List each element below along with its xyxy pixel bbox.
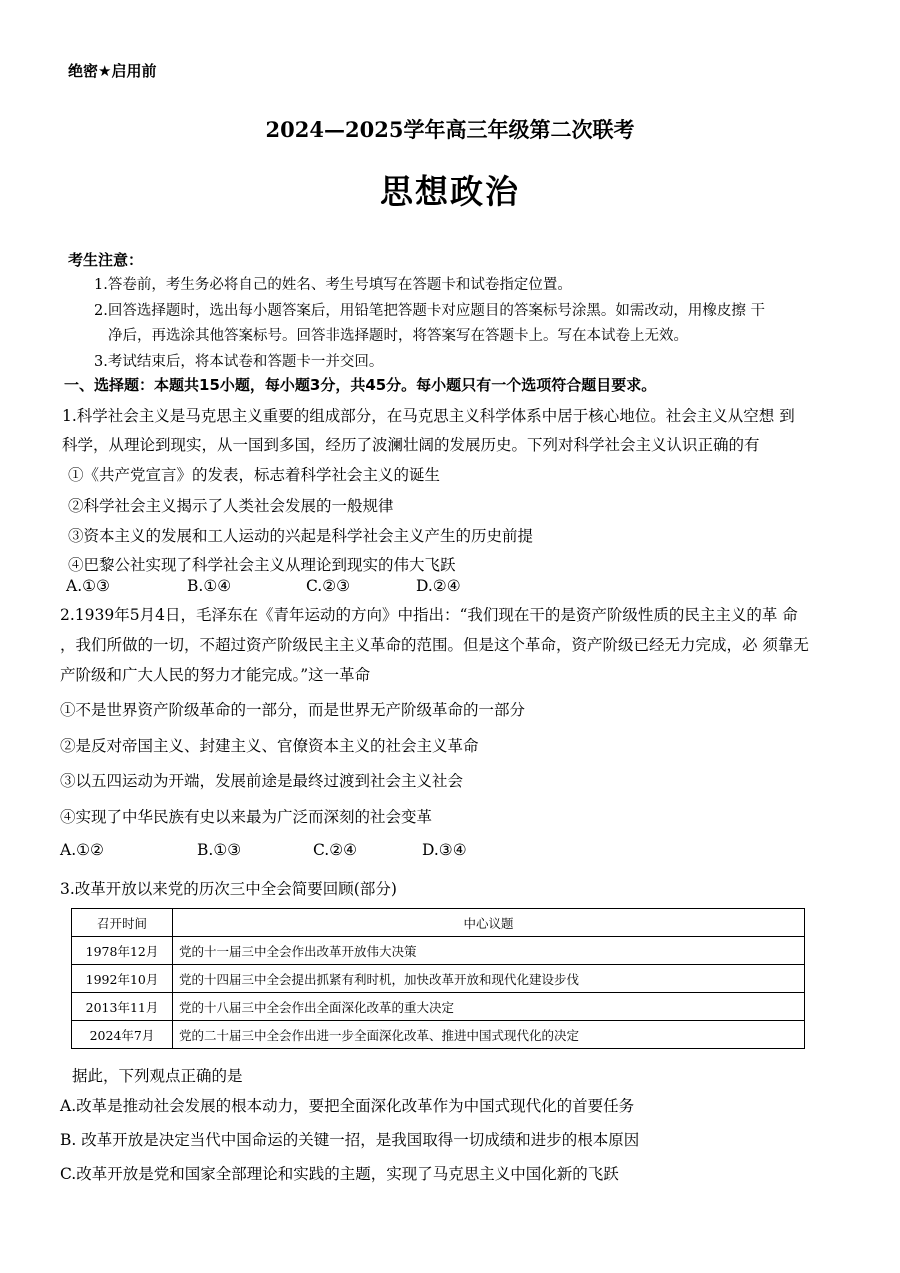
question-2-stem: 2.1939年5月4日，毛泽东在《青年运动的方向》中指出：“我们现在干的是资产阶级性质的民主主义的革 命 xyxy=(60,606,798,624)
plenary-history-table xyxy=(71,908,805,1049)
table-cell-topic: 党的二十届三中全会作出进一步全面深化改革、推进中国式现代化的决定 xyxy=(173,1021,805,1049)
table-row xyxy=(72,1021,805,1049)
question-3-stem: 3.改革开放以来党的历次三中全会简要回顾(部分) xyxy=(60,880,397,898)
confidential-label: 绝密★启用前 xyxy=(68,62,157,80)
exam-title: 2024—2025学年高三年级第二次联考 xyxy=(265,117,635,142)
question-2-option-d: D.③④ xyxy=(422,841,467,859)
question-1-option-c: C.②③ xyxy=(306,577,351,595)
notice-item: 2.回答选择题时，选出每小题答案后，用铅笔把答题卡对应题目的答案标号涂黑。如需改动，用橡皮擦 干 xyxy=(94,303,765,319)
notice-heading: 考生注意： xyxy=(68,251,144,269)
table-cell-topic: 党的十一届三中全会作出改革开放伟大决策 xyxy=(173,937,805,965)
question-2-option-c: C.②④ xyxy=(313,841,358,859)
table-header-row xyxy=(72,909,805,937)
table-cell-date: 1992年10月 xyxy=(72,965,173,993)
question-2-statement: ③以五四运动为开端，发展前途是最终过渡到社会主义社会 xyxy=(60,772,464,790)
question-3-option-b: B. 改革开放是决定当代中国命运的关键一招，是我国取得一切成绩和进步的根本原因 xyxy=(60,1131,640,1149)
table-cell-date: 2024年7月 xyxy=(72,1021,173,1049)
question-2-statement: ②是反对帝国主义、封建主义、官僚资本主义的社会主义革命 xyxy=(60,737,479,755)
question-1-statement: ①《共产党宣言》的发表，标志着科学社会主义的诞生 xyxy=(68,466,441,484)
question-1-stem: 1.科学社会主义是马克思主义重要的组成部分，在马克思主义科学体系中居于核心地位。社会主义从空想 到 xyxy=(62,407,795,425)
question-2-stem: ，我们所做的一切，不超过资产阶级民主主义革命的范围。但是这个革命，资产阶级已经无力完成，必 须靠无 xyxy=(60,636,809,654)
section-heading: 一、选择题：本题共15小题，每小题3分，共45分。每小题只有一个选项符合题目要求。 xyxy=(64,376,657,394)
column-header-date: 召开时间 xyxy=(72,909,173,937)
question-1-statement: ③资本主义的发展和工人运动的兴起是科学社会主义产生的历史前提 xyxy=(68,527,534,545)
question-1-stem: 科学，从理论到现实，从一国到多国，经历了波澜壮阔的发展历史。下列对科学社会主义认识正确的有 xyxy=(62,436,760,454)
question-3-option-c: C.改革开放是党和国家全部理论和实践的主题，实现了马克思主义中国化新的飞跃 xyxy=(60,1165,619,1183)
table-cell-topic: 党的十八届三中全会作出全面深化改革的重大决定 xyxy=(173,993,805,1021)
question-2-statement: ①不是世界资产阶级革命的一部分，而是世界无产阶级革命的一部分 xyxy=(60,701,526,719)
table-cell-topic: 党的十四届三中全会提出抓紧有利时机，加快改革开放和现代化建设步伐 xyxy=(173,965,805,993)
question-1-option-b: B.①④ xyxy=(187,577,232,595)
column-header-topic: 中心议题 xyxy=(173,909,805,937)
table-row xyxy=(72,965,805,993)
question-2-stem: 产阶级和广大人民的努力才能完成。”这一革命 xyxy=(60,666,371,684)
question-3-prompt: 据此，下列观点正确的是 xyxy=(72,1067,243,1085)
question-2-option-a: A.①② xyxy=(60,841,104,859)
question-1-option-a: A.①③ xyxy=(66,577,110,595)
notice-item: 3.考试结束后，将本试卷和答题卡一并交回。 xyxy=(94,354,384,370)
table-row xyxy=(72,993,805,1021)
question-1-statement: ④巴黎公社实现了科学社会主义从理论到现实的伟大飞跃 xyxy=(68,556,456,574)
question-2-option-b: B.①③ xyxy=(197,841,242,859)
question-2-statement: ④实现了中华民族有史以来最为广泛而深刻的社会变革 xyxy=(60,808,433,826)
subject-title: 思想政治 xyxy=(380,172,520,211)
question-1-statement: ②科学社会主义揭示了人类社会发展的一般规律 xyxy=(68,497,394,515)
table-cell-date: 1978年12月 xyxy=(72,937,173,965)
question-3-option-a: A.改革是推动社会发展的根本动力，要把全面深化改革作为中国式现代化的首要任务 xyxy=(60,1097,635,1115)
question-1-option-d: D.②④ xyxy=(416,577,461,595)
table-cell-date: 2013年11月 xyxy=(72,993,173,1021)
table-row xyxy=(72,937,805,965)
notice-item: 1.答卷前，考生务必将自己的姓名、考生号填写在答题卡和试卷指定位置。 xyxy=(94,277,572,293)
notice-item: 净后，再选涂其他答案标号。回答非选择题时，将答案写在答题卡上。写在本试卷上无效。 xyxy=(108,328,688,344)
